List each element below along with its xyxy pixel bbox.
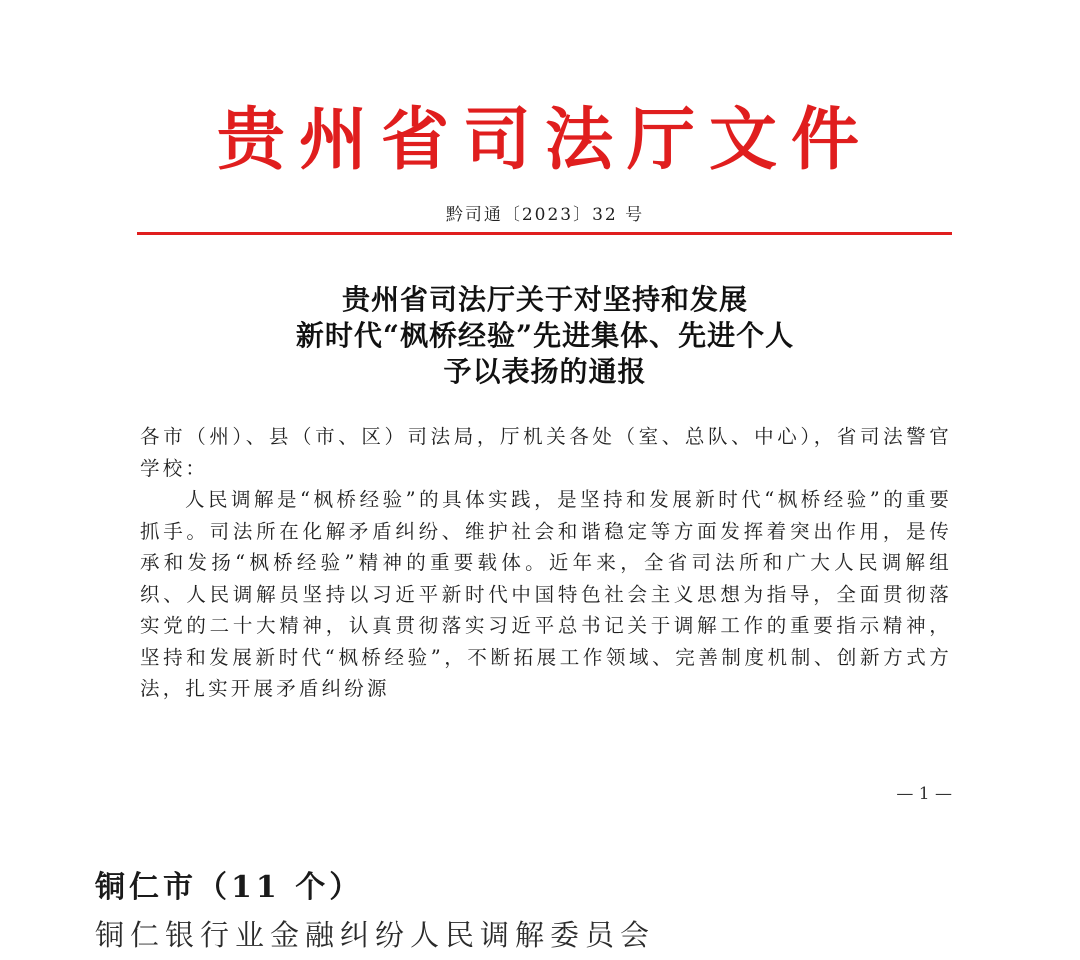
notice-title-line-2: 新时代“枫桥经验”先进集体、先进个人 (295, 319, 795, 352)
document-number: 黔司通〔2023〕32 号 (445, 205, 645, 225)
body-paragraph-1: 人民调解是“枫桥经验”的具体实践，是坚持和发展新时代“枫桥经验”的重要抓手。司法所在化解矛盾纠纷、维护社会和谐稳定等方面发挥着突出作用，是传承和发扬“枫桥经验”精神的重要载体。近年来，全省司法所和广大人民调解组织、人民调解员坚持以习近平新时代中国特色社会主义思想为指导，全面贯彻落实党的二十大精神，认真贯彻落实习近平总书记关于调解工作的重要指示精神，坚持和发展新时代“枫桥经验”，不断拓展工作领域、完善制度机制、创新方式方法，扎实开展矛盾纠纷源 (140, 488, 952, 700)
red-divider-line (137, 232, 952, 235)
document-header-title: 贵州省司法厅文件 (216, 100, 873, 180)
notice-title-line-3: 予以表扬的通报 (443, 355, 647, 388)
body-text (140, 421, 952, 705)
notice-title-line-1: 贵州省司法厅关于对坚持和发展 (341, 283, 748, 316)
salutation: 各市（州）、县（市、区）司法局，厅机关各处（室、总队、中心），省司法警官学校： (140, 425, 952, 480)
page-number: — 1 — (896, 784, 952, 804)
list-item: 铜仁银行业金融纠纷人民调解委员会 (95, 918, 656, 952)
section-heading: 铜仁市（11 个） (95, 870, 364, 905)
notice-title (140, 282, 950, 390)
